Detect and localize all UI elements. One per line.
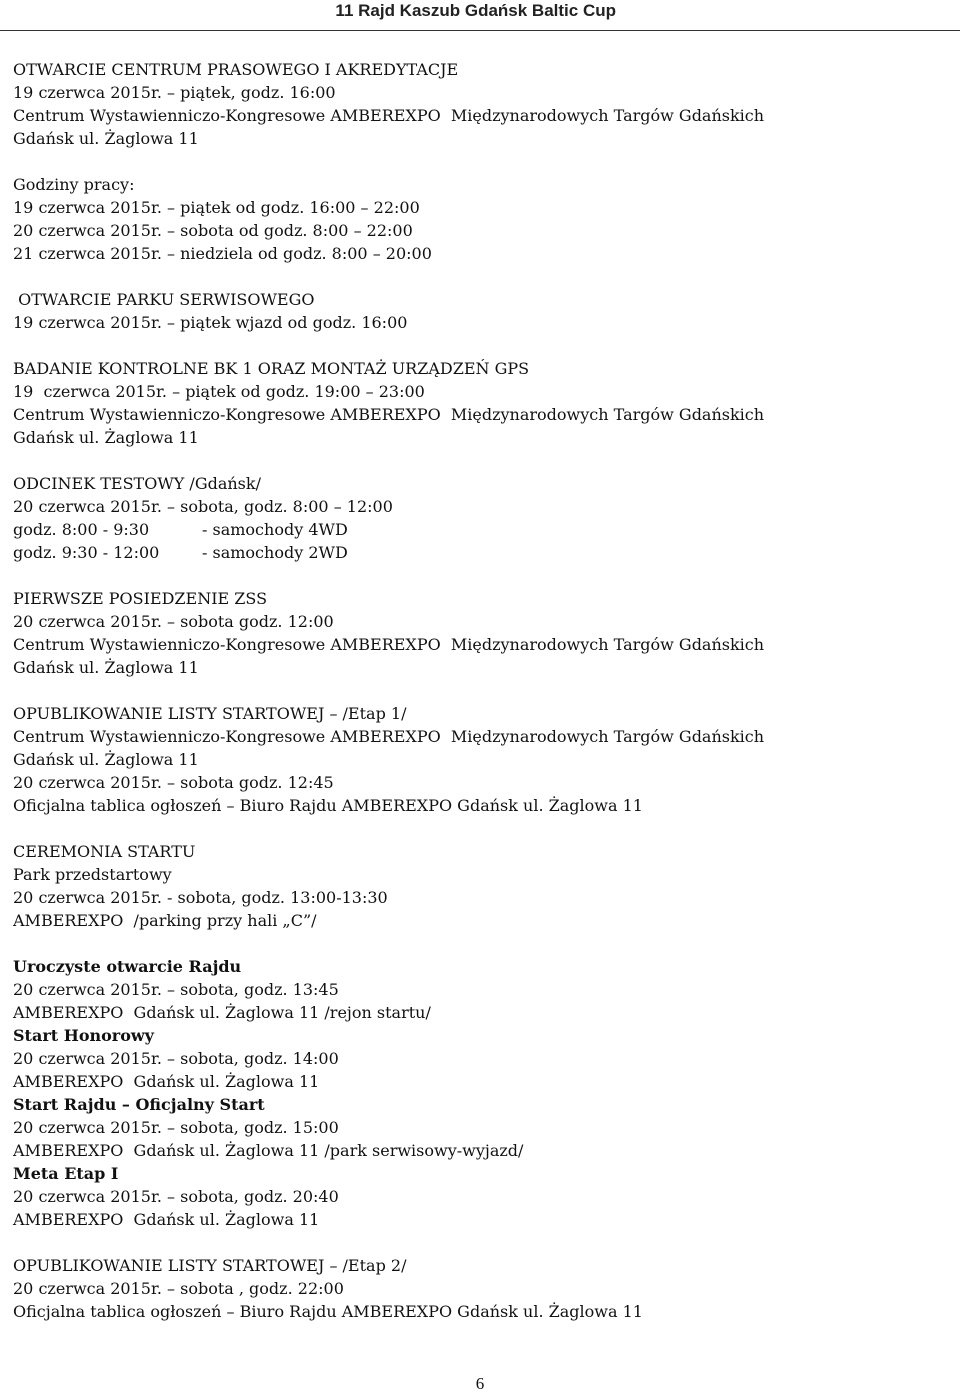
section-working-hours [13, 173, 948, 265]
section-control-check [13, 357, 948, 449]
text-line: Centrum Wystawienniczo-Kongresowe AMBEREXPO Międzynarodowych Targów Gdańskich [13, 727, 765, 746]
text-line: 20 czerwca 2015r. – sobota godz. 12:45 [13, 773, 334, 792]
schedule-time: godz. 9:30 - 12:00 [13, 543, 160, 562]
text-line: Centrum Wystawienniczo-Kongresowe AMBEREXPO Międzynarodowych Targów Gdańskich [13, 405, 765, 424]
section-test-stage [13, 472, 948, 564]
text-line: 20 czerwca 2015r. – sobota od godz. 8:00 – 22:00 [13, 221, 413, 240]
document-body [13, 58, 948, 1323]
text-line: Gdańsk ul. Żaglowa 11 [13, 129, 199, 148]
schedule-row [13, 541, 948, 564]
section-heading: ODCINEK TESTOWY /Gdańsk/ [13, 474, 261, 493]
section-heading: OTWARCIE PARKU SERWISOWEGO [13, 290, 315, 309]
text-line: Gdańsk ul. Żaglowa 11 [13, 750, 199, 769]
text-line: Gdańsk ul. Żaglowa 11 [13, 428, 199, 447]
document-header-title: 11 Rajd Kaszub Gdańsk Baltic Cup [335, 1, 616, 20]
text-line: 19 czerwca 2015r. – piątek od godz. 19:00 – 23:00 [13, 382, 425, 401]
text-line: Park przedstartowy [13, 865, 172, 884]
section-heading: OPUBLIKOWANIE LISTY STARTOWEJ – /Etap 1/ [13, 704, 407, 723]
section-start-list-stage-1 [13, 702, 948, 817]
header-divider [0, 30, 960, 31]
text-line: 20 czerwca 2015r. – sobota, godz. 14:00 [13, 1049, 339, 1068]
section-heading: BADANIE KONTROLNE BK 1 ORAZ MONTAŻ URZĄDZEŃ GPS [13, 359, 530, 378]
text-line: 20 czerwca 2015r. - sobota, godz. 13:00-13:30 [13, 888, 388, 907]
text-line: 21 czerwca 2015r. – niedziela od godz. 8:00 – 20:00 [13, 244, 432, 263]
section-press-center [13, 58, 948, 150]
section-first-zss-meeting [13, 587, 948, 679]
section-heading: CEREMONIA STARTU [13, 842, 196, 861]
event-title: Uroczyste otwarcie Rajdu [13, 957, 242, 976]
text-line: 20 czerwca 2015r. – sobota, godz. 15:00 [13, 1118, 339, 1137]
text-line: AMBEREXPO Gdańsk ul. Żaglowa 11 [13, 1072, 320, 1091]
text-line: Oficjalna tablica ogłoszeń – Biuro Rajdu AMBEREXPO Gdańsk ul. Żaglowa 11 [13, 1302, 643, 1321]
text-line: 20 czerwca 2015r. – sobota , godz. 22:00 [13, 1279, 344, 1298]
text-line: AMBEREXPO Gdańsk ul. Żaglowa 11 /rejon startu/ [13, 1003, 431, 1022]
text-line: 20 czerwca 2015r. – sobota godz. 12:00 [13, 612, 334, 631]
text-line: Gdańsk ul. Żaglowa 11 [13, 658, 199, 677]
text-line: 19 czerwca 2015r. – piątek od godz. 16:00 – 22:00 [13, 198, 420, 217]
text-line: Centrum Wystawienniczo-Kongresowe AMBEREXPO Międzynarodowych Targów Gdańskich [13, 635, 765, 654]
section-heading: Godziny pracy: [13, 175, 135, 194]
schedule-row [13, 518, 948, 541]
text-line: 19 czerwca 2015r. – piątek wjazd od godz. 16:00 [13, 313, 408, 332]
text-line: AMBEREXPO /parking przy hali „C”/ [13, 911, 317, 930]
section-service-park [13, 288, 948, 334]
section-start-ceremony [13, 840, 948, 932]
schedule-time: godz. 8:00 - 9:30 [13, 520, 150, 539]
text-line: 20 czerwca 2015r. – sobota, godz. 8:00 – 12:00 [13, 497, 393, 516]
text-line: Oficjalna tablica ogłoszeń – Biuro Rajdu AMBEREXPO Gdańsk ul. Żaglowa 11 [13, 796, 643, 815]
page-number: 6 [475, 1374, 485, 1393]
event-title: Meta Etap I [13, 1164, 119, 1183]
text-line: 20 czerwca 2015r. – sobota, godz. 20:40 [13, 1187, 339, 1206]
text-line: 20 czerwca 2015r. – sobota, godz. 13:45 [13, 980, 339, 999]
section-heading: PIERWSZE POSIEDZENIE ZSS [13, 589, 268, 608]
text-line: 19 czerwca 2015r. – piątek, godz. 16:00 [13, 83, 336, 102]
section-heading: OPUBLIKOWANIE LISTY STARTOWEJ – /Etap 2/ [13, 1256, 407, 1275]
text-line: Centrum Wystawienniczo-Kongresowe AMBEREXPO Międzynarodowych Targów Gdańskich [13, 106, 765, 125]
section-rally-events [13, 955, 948, 1231]
event-title: Start Honorowy [13, 1026, 154, 1045]
event-title: Start Rajdu – Oficjalny Start [13, 1095, 265, 1114]
text-line: AMBEREXPO Gdańsk ul. Żaglowa 11 /park serwisowy-wyjazd/ [13, 1141, 524, 1160]
schedule-desc: - samochody 2WD [202, 543, 348, 562]
schedule-desc: - samochody 4WD [202, 520, 348, 539]
text-line: AMBEREXPO Gdańsk ul. Żaglowa 11 [13, 1210, 320, 1229]
section-heading: OTWARCIE CENTRUM PRASOWEGO I AKREDYTACJE [13, 60, 459, 79]
section-start-list-stage-2 [13, 1254, 948, 1323]
